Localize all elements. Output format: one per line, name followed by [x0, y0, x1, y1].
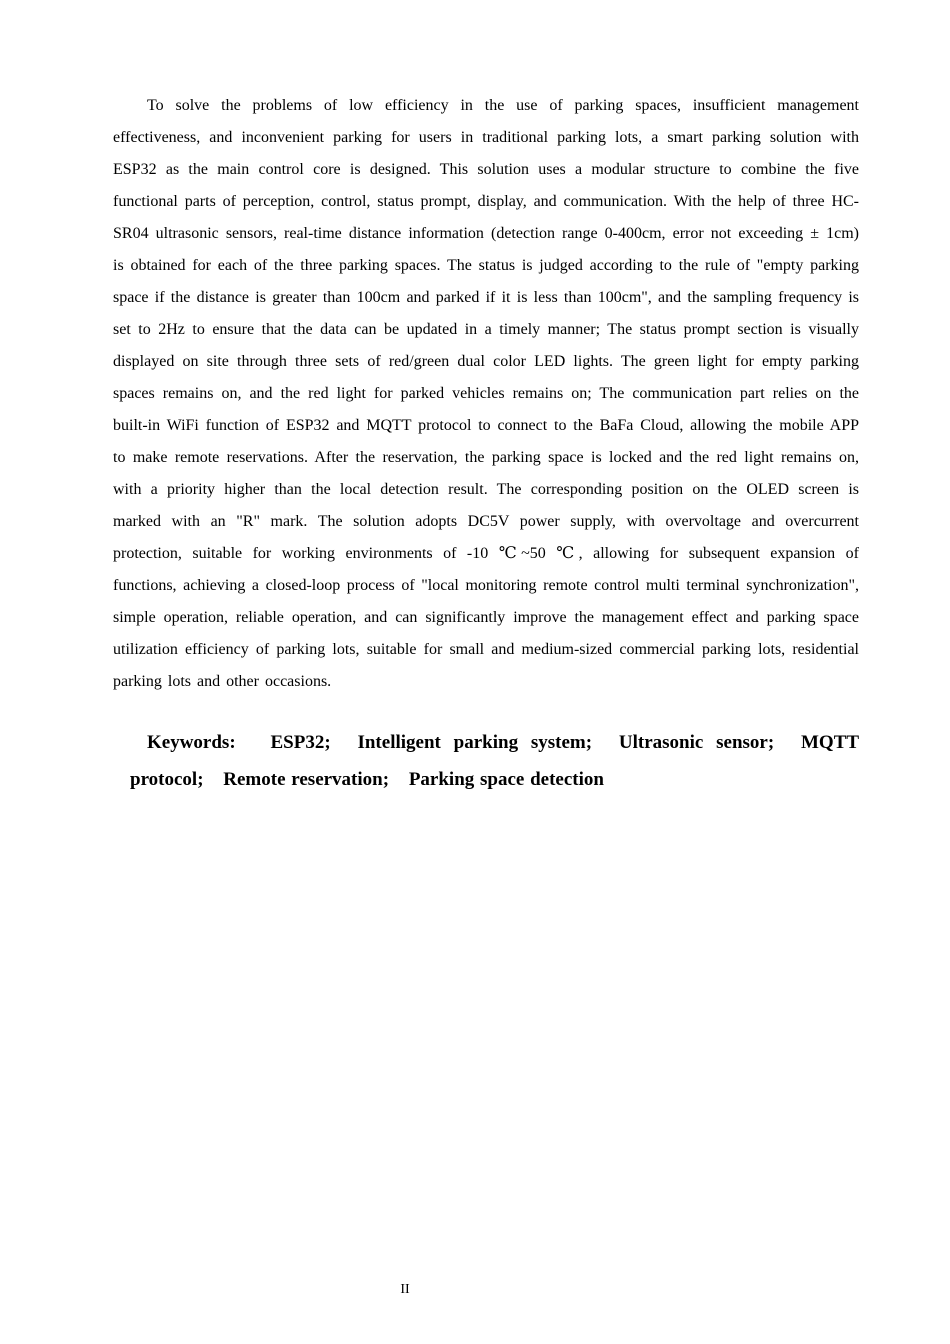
keyword-item: ESP32; — [270, 732, 331, 753]
keyword-item: Intelligent parking system; — [357, 732, 593, 753]
page-number: II — [400, 1282, 410, 1297]
abstract-paragraph: To solve the problems of low efficiency in the use of parking spaces, insufficient management effectiveness, and inconvenient parking for users in traditional parking lots, a smart parking solution with ESP32 as the main control core is designed. This solution uses a modular structure to combine the five functional parts of perception, control, status prompt, display, and communication. With the help of three HC-SR04 ultrasonic sensors, real-time distance information (detection range 0-400cm, error not exceeding ± 1cm) is obtained for each of the three parking spaces. The status is judged according to the rule of "empty parking space if the distance is greater than 100cm and parked if it is less than 100cm", and the sampling frequency is set to 2Hz to ensure that the data can be updated in a timely manner; The status prompt section is visually displayed on site through three sets of red/green dual color LED lights. The green light for empty parking spaces remains on, and the red light for parked vehicles remains on; The communication part relies on the built-in WiFi function of ESP32 and MQTT protocol to connect to the BaFa Cloud, allowing the mobile APP to make remote reservations. After the reservation, the parking space is locked and the red light remains on, with a priority higher than the local detection result. The corresponding position on the OLED screen is marked with an "R" mark. The solution adopts DC5V power supply, with overvoltage and overcurrent protection, suitable for working environments of -10 ℃~50 ℃, allowing for subsequent expansion of functions, achieving a closed-loop process of "local monitoring remote control multi terminal synchronization", simple operation, reliable operation, and can significantly improve the management effect and parking space utilization efficiency of parking lots, suitable for small and medium-sized commercial parking lots, residential parking lots and other occasions. — [113, 97, 859, 690]
keyword-item: Parking space detection — [408, 769, 604, 790]
keyword-item: MQTT protocol; — [130, 732, 860, 790]
keyword-item: Ultrasonic sensor; — [618, 732, 775, 753]
keyword-item: Remote reservation; — [223, 769, 390, 790]
keywords-label: Keywords: — [147, 732, 236, 753]
keywords-line — [130, 724, 859, 798]
